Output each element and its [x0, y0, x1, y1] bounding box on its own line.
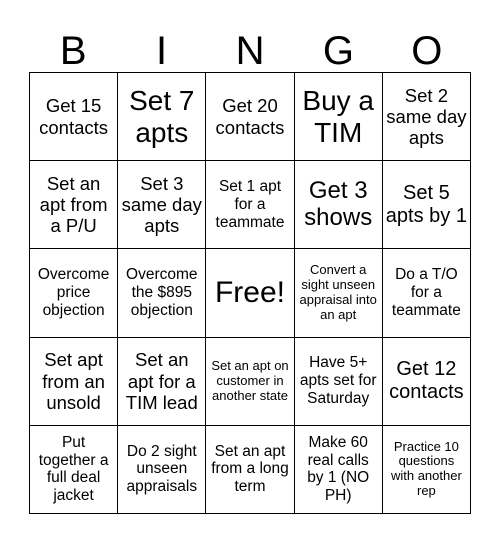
- cell-text: Overcome the $895 objection: [126, 266, 198, 319]
- cell-text: Set an apt for a TIM lead: [125, 349, 198, 413]
- bingo-cell[interactable]: [118, 338, 206, 426]
- cell-text: Convert a sight unseen appraisal into an apt: [299, 262, 377, 322]
- cell-text: Get 20 contacts: [215, 95, 285, 138]
- bingo-cell[interactable]: [295, 426, 383, 514]
- bingo-cell[interactable]: [118, 249, 206, 337]
- header-letter-g: G: [322, 29, 354, 73]
- bingo-cell[interactable]: [295, 73, 383, 161]
- cell-text: Set apt from an unsold: [42, 349, 105, 413]
- bingo-cell[interactable]: [295, 249, 383, 337]
- cell-text: Get 3 shows: [304, 177, 373, 231]
- bingo-cell[interactable]: [118, 73, 206, 161]
- bingo-cell[interactable]: [30, 73, 118, 161]
- bingo-cell[interactable]: [30, 161, 118, 249]
- bingo-cell[interactable]: [30, 338, 118, 426]
- cell-text: Practice 10 questions with another rep: [390, 438, 462, 499]
- cell-text: Buy a TIM: [302, 85, 374, 148]
- cell-text: Set 3 same day apts: [121, 172, 202, 237]
- bingo-cell[interactable]: [295, 161, 383, 249]
- cell-text: Set 5 apts by 1: [385, 181, 467, 227]
- bingo-cell[interactable]: [118, 426, 206, 514]
- cell-text: Get 15 contacts: [39, 95, 109, 138]
- header-letter-i: I: [156, 29, 168, 73]
- bingo-cell[interactable]: [206, 426, 294, 514]
- cell-text: Set an apt from a P/U: [39, 172, 108, 237]
- bingo-cell[interactable]: [206, 338, 294, 426]
- cell-text: Make 60 real calls by 1 (NO PH): [307, 433, 370, 505]
- cell-text: Set 1 apt for a teammate: [215, 178, 285, 231]
- bingo-cell[interactable]: [383, 426, 471, 514]
- bingo-header: [29, 28, 471, 74]
- bingo-cell[interactable]: [206, 73, 294, 161]
- cell-text: Put together a full deal jacket: [38, 433, 109, 505]
- cell-text: Set 2 same day apts: [386, 84, 467, 149]
- bingo-cell[interactable]: [206, 161, 294, 249]
- bingo-card-grid: [29, 72, 471, 514]
- cell-text: Get 12 contacts: [389, 358, 464, 404]
- cell-text: Set 7 apts: [129, 85, 195, 148]
- cell-text: Do a T/O for a teammate: [391, 266, 461, 319]
- bingo-cell[interactable]: [118, 161, 206, 249]
- cell-text: Set an apt on customer in another state: [211, 357, 289, 403]
- header-letter-n: N: [235, 29, 265, 73]
- cell-text: Do 2 sight unseen appraisals: [126, 442, 198, 496]
- bingo-cell[interactable]: [383, 249, 471, 337]
- bingo-cell[interactable]: [383, 73, 471, 161]
- bingo-cell[interactable]: [30, 249, 118, 337]
- cell-text: Set an apt from a long term: [211, 442, 289, 496]
- bingo-cell-free[interactable]: [206, 249, 294, 337]
- bingo-cell[interactable]: [30, 426, 118, 514]
- header-letter-b: B: [59, 29, 87, 73]
- header-letter-o: O: [411, 29, 443, 73]
- bingo-cell[interactable]: [383, 161, 471, 249]
- cell-text: Free!: [214, 275, 285, 309]
- bingo-cell[interactable]: [295, 338, 383, 426]
- cell-text: Overcome price objection: [37, 266, 110, 319]
- cell-text: Have 5+ apts set for Saturday: [299, 354, 377, 408]
- bingo-cell[interactable]: [383, 338, 471, 426]
